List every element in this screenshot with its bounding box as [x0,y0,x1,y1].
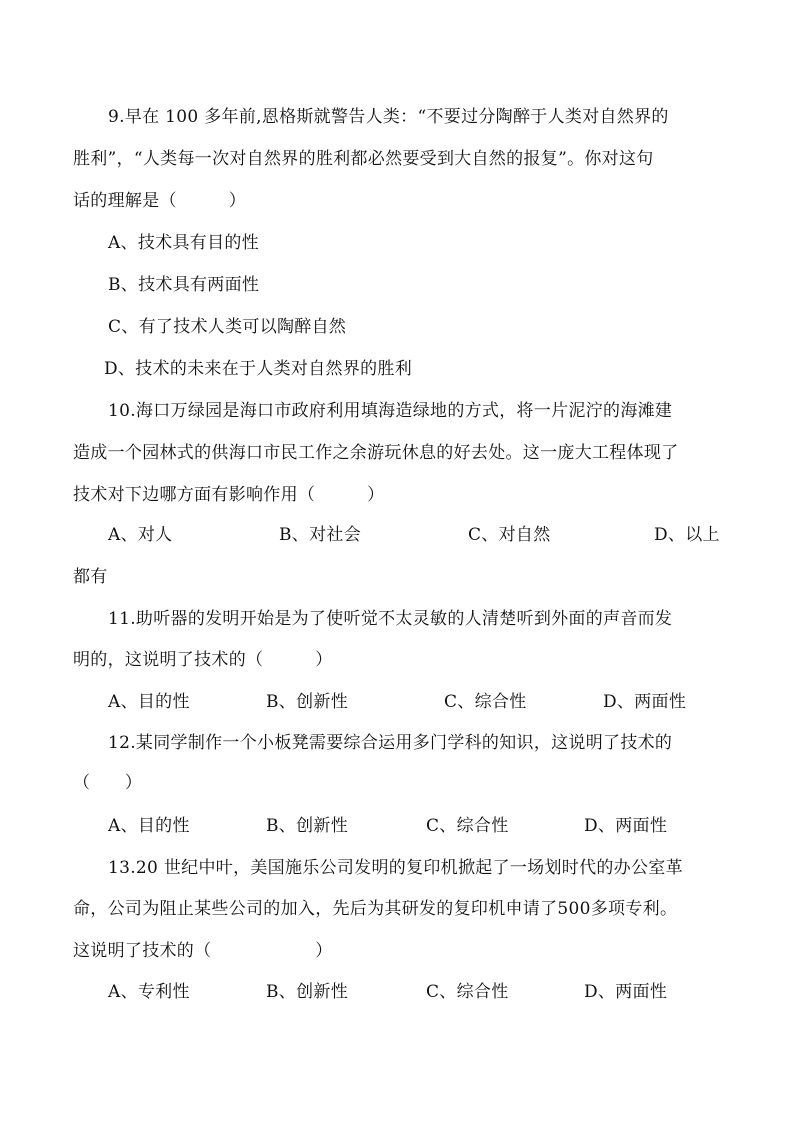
q13-stem-line-3: 这说明了技术的（ ） [73,941,333,961]
q9-stem-line-3: 话的理解是（ ） [73,191,246,211]
q10-option-a: A、对人 [108,525,173,545]
q10-option-c: C、对自然 [468,525,551,545]
q11-stem-line-1: 11.助听器的发明开始是为了使听觉不太灵敏的人清楚听到外面的声音而发 [108,609,673,629]
q10-option-d: D、以上 [654,525,720,545]
q12-stem-line-2: （ ） [73,773,143,793]
q9-option-d: D、技术的未来在于人类对自然界的胜利 [104,359,413,379]
q12-option-d: D、两面性 [584,816,668,836]
q11-option-a: A、目的性 [108,692,190,712]
q9-option-b: B、技术具有两面性 [108,275,260,295]
q12-option-a: A、目的性 [108,816,190,836]
q9-stem-line-2: 胜利”，“人类每一次对自然界的胜利都必然要受到大自然的报复”。你对这句 [73,149,654,169]
q12-stem-line-1: 12.某同学制作一个小板凳需要综合运用多门学科的知识，这说明了技术的 [108,733,673,753]
q10-option-wrap: 都有 [73,567,108,587]
q13-stem-line-2: 命，公司为阻止某些公司的加入，先后为其研发的复印机申请了500多项专利。 [73,899,678,919]
q11-option-b: B、创新性 [266,692,348,712]
q13-option-a: A、专利性 [108,982,190,1002]
q9-stem-line-1: 9.早在 100 多年前,恩格斯就警告人类：“不要过分陶醉于人类对自然界的 [108,107,669,127]
q13-option-d: D、两面性 [584,982,668,1002]
q10-stem-line-2: 造成一个园林式的供海口市民工作之余游玩休息的好去处。这一庞大工程体现了 [73,443,679,463]
q13-stem-line-1: 13.20 世纪中叶，美国施乐公司发明的复印机掀起了一场划时代的办公室革 [108,858,683,878]
q9-option-c: C、有了技术人类可以陶醉自然 [108,317,347,337]
q10-stem-line-1: 10.海口万绿园是海口市政府利用填海造绿地的方式，将一片泥泞的海滩建 [108,401,673,421]
q10-stem-line-3: 技术对下边哪方面有影响作用（ ） [73,485,385,505]
q11-option-c: C、综合性 [444,692,527,712]
q11-option-d: D、两面性 [603,692,687,712]
q12-option-b: B、创新性 [266,816,348,836]
q9-option-a: A、技术具有目的性 [108,233,259,253]
q10-option-b: B、对社会 [279,525,361,545]
q13-option-c: C、综合性 [426,982,509,1002]
q13-option-b: B、创新性 [266,982,348,1002]
q12-option-c: C、综合性 [426,816,509,836]
q11-stem-line-2: 明的，这说明了技术的（ ） [73,650,333,670]
